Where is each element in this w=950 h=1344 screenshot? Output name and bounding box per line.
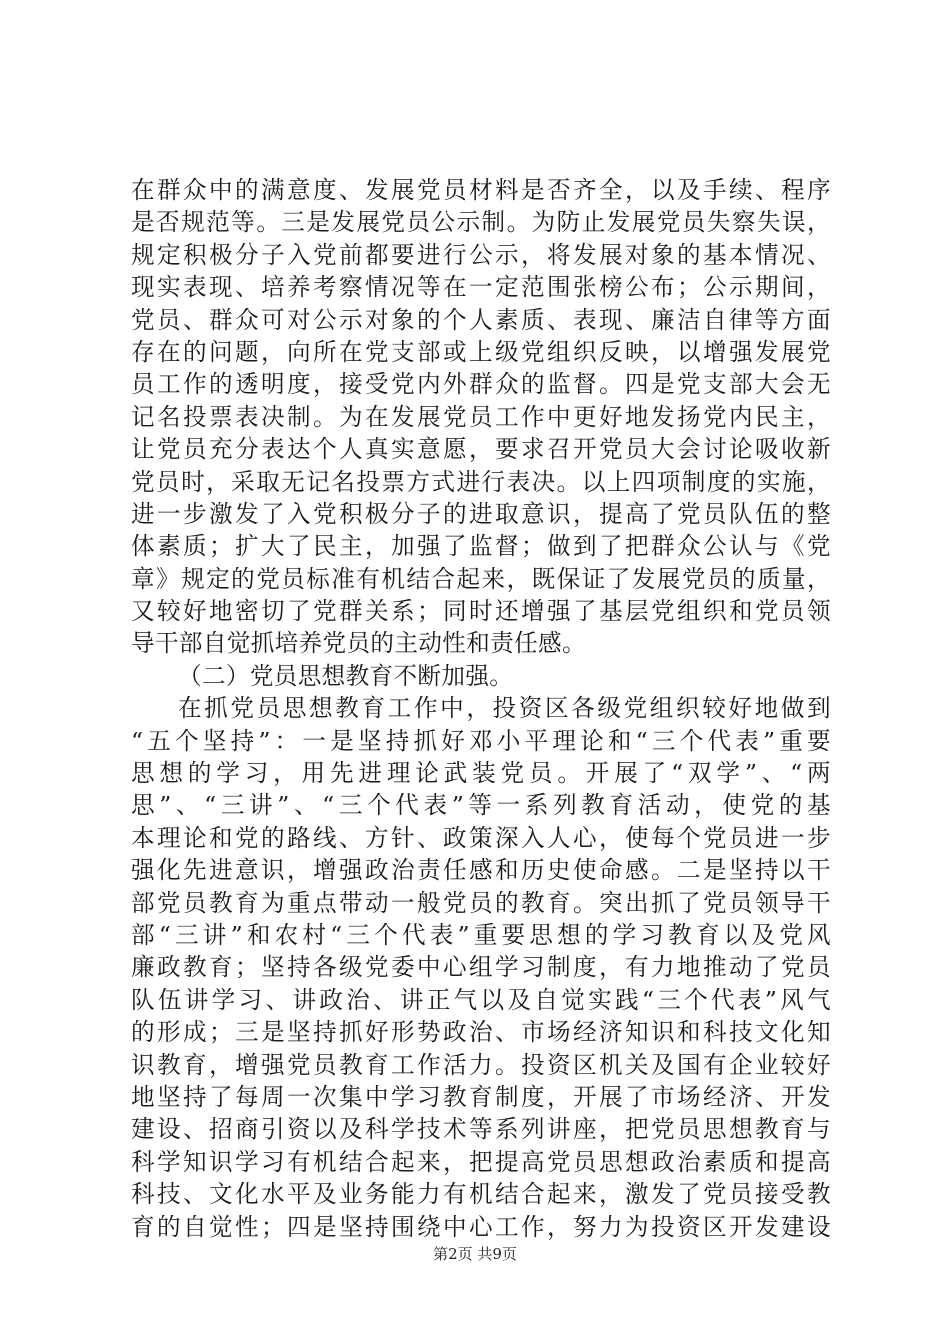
text-line: 记名投票表决制。为在发展党员工作中更好地发扬党内民主，: [131, 402, 831, 431]
text-line: 现实表现、培养考察情况等在一定范围张榜公布；公示期间，: [131, 273, 831, 302]
text-line: 科学知识学习有机结合起来，把提高党员思想政治素质和提高: [131, 1147, 831, 1176]
text-line: 育的自觉性；四是坚持围绕中心工作，努力为投资区开发建设: [131, 1212, 831, 1241]
text-line: 是否规范等。三是发展党员公示制。为防止发展党员失察失误，: [131, 208, 831, 237]
text-line: 导干部自觉抓培养党员的主动性和责任感。: [131, 629, 586, 658]
text-line: 党员时，采取无记名投票方式进行表决。以上四项制度的实施，: [131, 467, 831, 496]
text-line: 又较好地密切了党群关系；同时还增强了基层党组织和党员领: [131, 597, 831, 626]
text-line: 体素质；扩大了民主，加强了监督；做到了把群众公认与《党: [131, 532, 831, 561]
text-line: 存在的问题，向所在党支部或上级党组织反映，以增强发展党: [131, 337, 831, 366]
text-line: 部“三讲”和农村“三个代表”重要思想的学习教育以及党风: [131, 920, 831, 949]
text-line: 地坚持了每周一次集中学习教育制度，开展了市场经济、开发: [131, 1082, 831, 1111]
text-line: 让党员充分表达个人真实意愿，要求召开党员大会讨论吸收新: [131, 435, 831, 464]
section-heading: （二）党员思想教育不断加强。: [178, 661, 514, 690]
text-line: 部党员教育为重点带动一般党员的教育。突出抓了党员领导干: [131, 888, 831, 917]
text-line: 员工作的透明度，接受党内外群众的监督。四是党支部大会无: [131, 370, 831, 399]
text-line: 科技、文化水平及业务能力有机结合起来，激发了党员接受教: [131, 1180, 831, 1209]
text-line: 思”、“三讲”、“三个代表”等一系列教育活动，使党的基: [131, 791, 831, 820]
text-line: “五个坚持”：一是坚持抓好邓小平理论和“三个代表”重要: [131, 726, 831, 755]
text-line: 进一步激发了入党积极分子的进取意识，提高了党员队伍的整: [131, 499, 831, 528]
text-line: 党员、群众可对公示对象的个人素质、表现、廉洁自律等方面: [131, 305, 831, 334]
text-line: 识教育，增强党员教育工作活力。投资区机关及国有企业较好: [131, 1050, 831, 1079]
text-line: 本理论和党的路线、方针、政策深入人心，使每个党员进一步: [131, 823, 831, 852]
text-line: 强化先进意识，增强政治责任感和历史使命感。二是坚持以干: [131, 856, 831, 885]
text-line: 队伍讲学习、讲政治、讲正气以及自觉实践“三个代表”风气: [131, 985, 831, 1014]
text-line: 的形成；三是坚持抓好形势政治、市场经济知识和科技文化知: [131, 1018, 831, 1047]
page-number-footer: 第2页 共9页: [433, 1245, 517, 1263]
text-line: 章》规定的党员标准有机结合起来，既保证了发展党员的质量，: [131, 564, 831, 593]
text-line: 思想的学习，用先进理论武装党员。开展了“双学”、“两: [131, 759, 831, 788]
text-line: 在抓党员思想教育工作中，投资区各级党组织较好地做到: [178, 694, 831, 723]
document-body: [131, 174, 831, 1243]
text-line: 廉政教育；坚持各级党委中心组学习制度，有力地推动了党员: [131, 953, 831, 982]
text-line: 建设、招商引资以及科学技术等系列讲座，把党员思想教育与: [131, 1115, 831, 1144]
text-line: 在群众中的满意度、发展党员材料是否齐全，以及手续、程序: [131, 176, 831, 204]
text-line: 规定积极分子入党前都要进行公示，将发展对象的基本情况、: [131, 240, 831, 269]
